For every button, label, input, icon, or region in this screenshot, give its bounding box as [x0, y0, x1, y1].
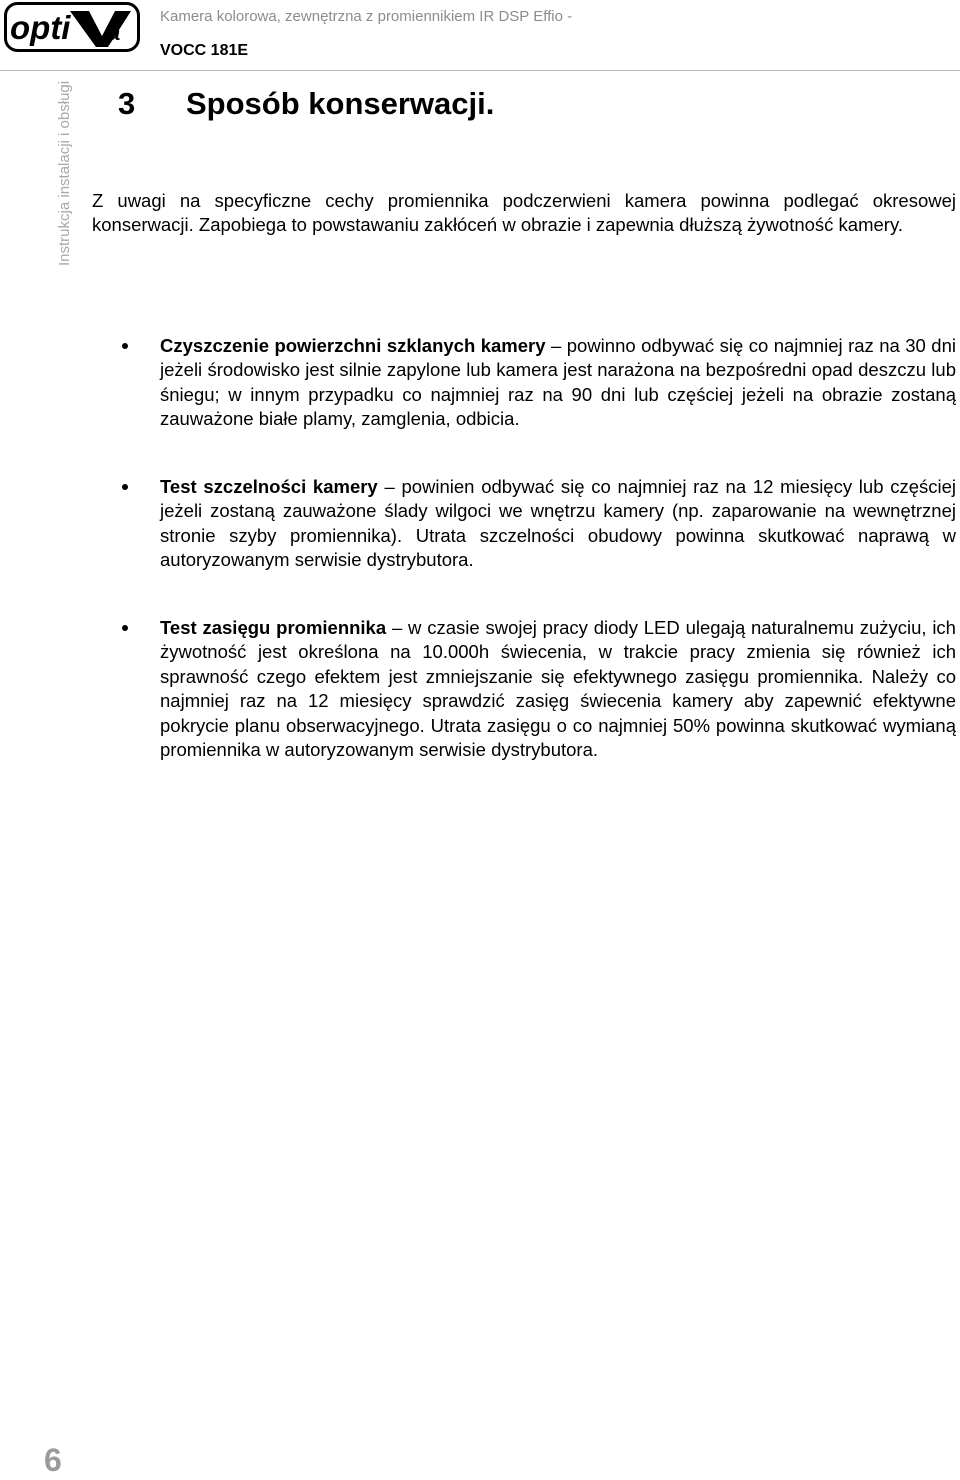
- header-subtitle: Kamera kolorowa, zewnętrzna z promiennikiem IR DSP Effio -: [160, 8, 573, 25]
- bullet-icon: [122, 484, 128, 490]
- svg-text:a: a: [108, 20, 121, 45]
- section-title: [118, 86, 494, 122]
- header-divider: [0, 70, 960, 71]
- bullet-icon: [122, 343, 128, 349]
- svg-text:opti: opti: [10, 9, 71, 46]
- bullet-icon: [122, 625, 128, 631]
- bullet-title: Test szczelności kamery: [160, 476, 378, 497]
- bullet-item-range: [160, 616, 956, 762]
- bullet-title: Test zasięgu promiennika: [160, 617, 387, 638]
- section-number: 3: [118, 86, 136, 121]
- bullet-text: – powinien odbywać się co najmniej raz na 12 miesięcy lub częściej jeżeli zostaną zauważone ślady wilgoci we wnętrzu kamery (np. zaparowanie na wewnętrznej stronie szyby promiennika). Utrata szczelności obudowy powinna skutkować naprawą w autoryzowanym serwisie dystrybutora.: [160, 476, 957, 571]
- section-title-text: Sposób konserwacji.: [186, 86, 495, 121]
- intro-paragraph: Z uwagi na specyficzne cechy promiennika podczerwieni kamera powinna podlegać okresowej konserwacji. Zapobiega to powstawaniu zakłóceń w obrazie i zapewnia dłuższą żywotność kamery.: [92, 190, 956, 235]
- header-model: VOCC 181E: [160, 42, 249, 59]
- bullet-text: – w czasie swojej pracy diody LED ulegają naturalnemu zużyciu, ich żywotność jest określona na 10.000h świecenia, w trakcie pracy zmienia się również ich sprawność czego efektem jest zmniejszanie się efektywnego zasięgu promiennika. Należy co najmniej raz na 12 miesięcy sprawdzić zasięg świecenia kamery aby zapewnić efektywne pokrycie planu obserwacyjnego. Utrata zasięgu o co najmniej 50% powinna skutkować wymianą promiennika w autoryzowanym serwisie dystrybutora.: [160, 617, 956, 761]
- bullet-item-tightness: [160, 475, 956, 573]
- bullet-title: Czyszczenie powierzchni szklanych kamery: [160, 335, 546, 356]
- optiva-logo: [4, 2, 140, 52]
- page-number: 6: [44, 1442, 62, 1478]
- bullet-item-cleaning: [160, 334, 956, 432]
- side-label: Instrukcja instalacji i obsługi: [56, 80, 73, 266]
- bullet-text: – powinno odbywać się co najmniej raz na 30 dni jeżeli środowisko jest silnie zapylone lub kamera jest narażona na bezpośredni opad deszczu lub śniegu; w innym przypadku co najmniej raz na 90 dni lub częściej jeżeli na obrazie zostaną zauważone białe plamy, zamglenia, odbicia.: [160, 335, 956, 430]
